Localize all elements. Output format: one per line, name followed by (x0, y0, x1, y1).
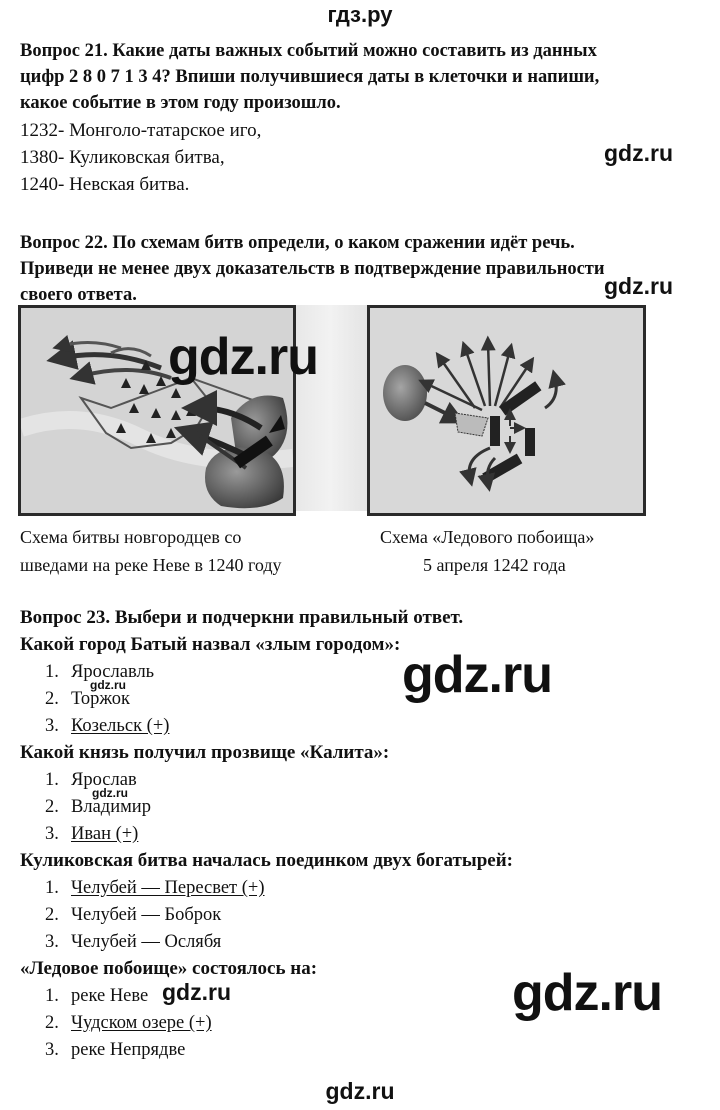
q22-heading-line-2: Приведи не менее двух доказательств в подтверждение правильности (20, 259, 605, 279)
q21-answer-2: 1380- Куликовская битва, (20, 147, 225, 168)
q21-heading-line-3: какое событие в этом году произошло. (20, 93, 341, 113)
q23-option: 1. Челубей — Пересвет (+) (45, 878, 265, 898)
q21-answer-1: 1232- Монголо-татарское иго, (20, 120, 262, 141)
q23-question-3: Куликовская битва началась поединком двух богатырей: (20, 850, 513, 871)
q23-option: 2. Торжок (45, 689, 130, 709)
option-text: Ярослав (71, 770, 137, 790)
watermark: gdz.ru (168, 328, 318, 386)
option-text: реке Неве (71, 986, 149, 1006)
q23-option: 3. Козельск (+) (45, 716, 170, 736)
q23-option: 3. Иван (+) (45, 824, 139, 844)
option-text-correct: Челубей — Пересвет (+) (71, 878, 265, 898)
caption-left-line-1: Схема битвы новгородцев со (20, 527, 242, 547)
q22-heading-line-3: своего ответа. (20, 285, 137, 305)
q21-heading-line-1: Вопрос 21. Какие даты важных событий можно составить из данных (20, 41, 597, 61)
option-text: Челубей — Ослябя (71, 932, 222, 952)
q23-option: 1. Ярослав (45, 770, 137, 790)
option-text: Челубей — Боброк (71, 905, 222, 925)
q23-heading: Вопрос 23. Выбери и подчеркни правильный ответ. (20, 607, 464, 628)
watermark: gdz.ru (604, 140, 673, 166)
q23-option: 2. Владимир (45, 797, 151, 817)
caption-right-line-1: Схема «Ледового побоища» (380, 527, 595, 547)
q22-heading-line-1: Вопрос 22. По схемам битв определи, о каком сражении идёт речь. (20, 233, 575, 253)
caption-right-line-2: 5 апреля 1242 года (423, 555, 566, 575)
q23-question-2: Какой князь получил прозвище «Калита»: (20, 742, 390, 763)
caption-left-line-2: шведами на реке Неве в 1240 году (20, 555, 282, 575)
option-text-correct: Иван (+) (71, 824, 139, 844)
q21-heading-line-2: цифр 2 8 0 7 1 3 4? Впиши получившиеся даты в клеточки и напиши, (20, 67, 600, 87)
option-text-correct: Чудском озере (+) (71, 1013, 212, 1033)
option-text: Торжок (71, 689, 130, 709)
watermark: gdz.ru (162, 979, 231, 1005)
watermark: gdz.ru (402, 646, 552, 704)
q23-option: 3. Челубей — Ослябя (45, 932, 222, 952)
ice-battle-scheme (367, 305, 646, 516)
option-text: Владимир (71, 797, 151, 817)
option-text-correct: Козельск (+) (71, 716, 170, 736)
site-header: гдз.ру (327, 2, 393, 27)
watermark: gdz.ru (604, 273, 673, 299)
q23-question-4: «Ледовое побоище» состоялось на: (20, 958, 318, 979)
q23-option: 1. Ярославль (45, 662, 155, 682)
watermark: gdz.ru (92, 786, 128, 800)
q21-answer-3: 1240- Невская битва. (20, 174, 190, 195)
q23-option: 2. Челубей — Боброк (45, 905, 222, 925)
footer-watermark: gdz.ru (325, 1078, 395, 1104)
q23-option: 2. Чудском озере (+) (45, 1013, 212, 1033)
option-text: Ярославль (71, 662, 155, 682)
q23-option: 3. реке Непрядве (45, 1040, 186, 1060)
q23-question-1: Какой город Батый назвал «злым городом»: (20, 634, 401, 655)
option-text: реке Непрядве (71, 1040, 186, 1060)
q23-option: 1. реке Неве (45, 986, 149, 1006)
watermark: gdz.ru (90, 678, 126, 692)
watermark: gdz.ru (512, 964, 662, 1022)
